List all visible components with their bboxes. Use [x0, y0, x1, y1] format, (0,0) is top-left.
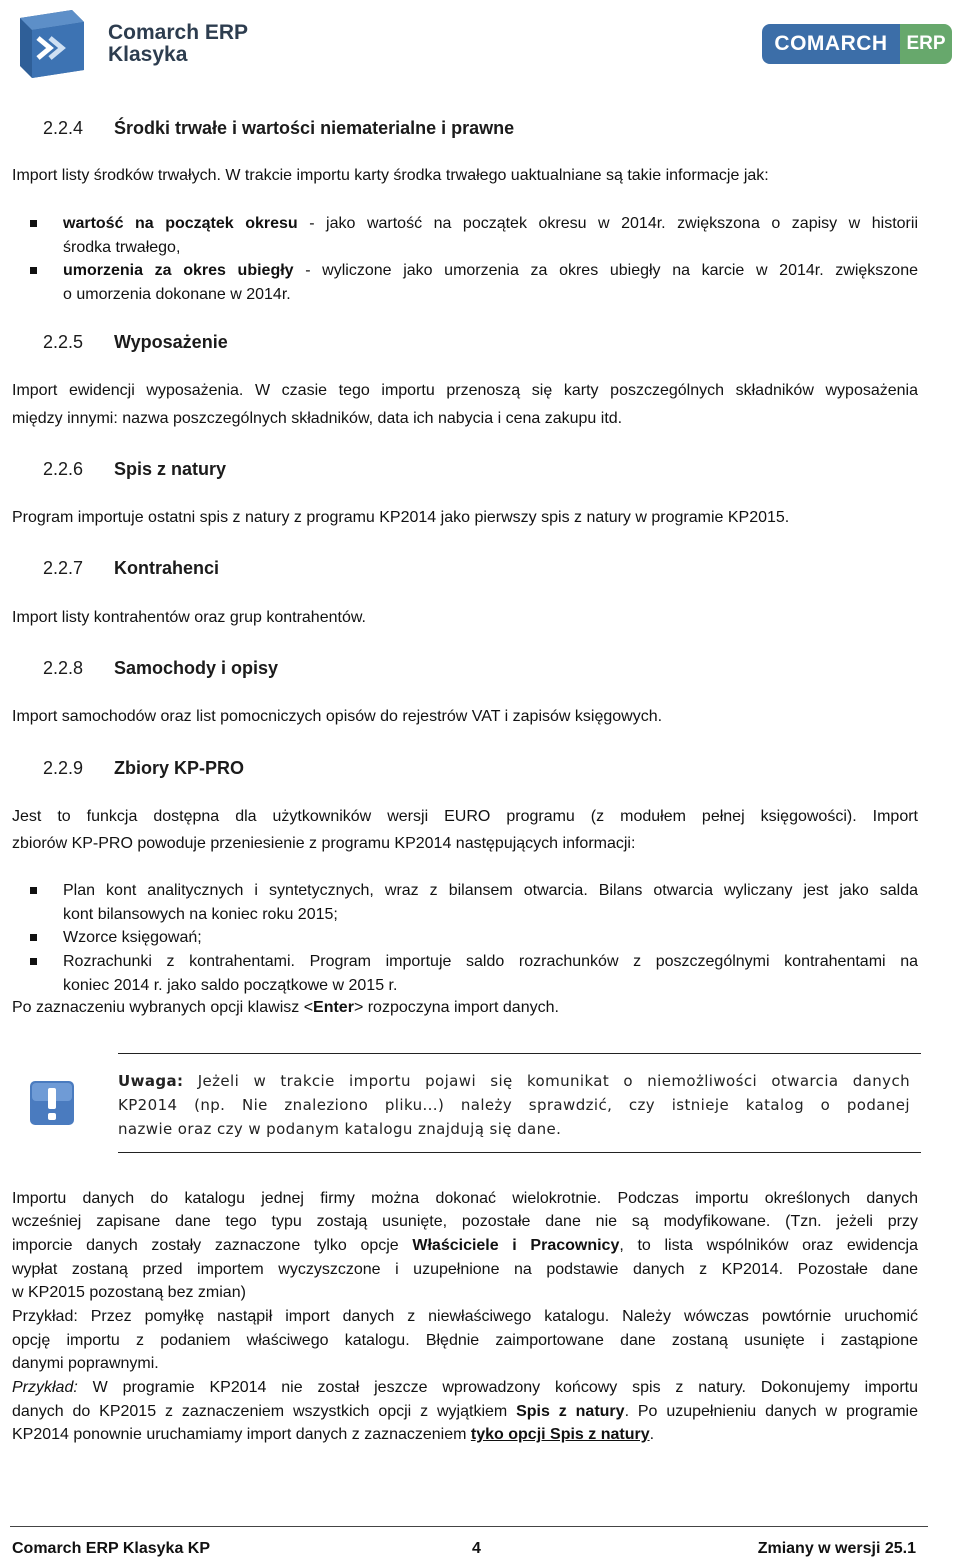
bold-term: wartość na początek okresu	[63, 215, 298, 232]
heading-2-2-8	[43, 658, 443, 682]
list-item-line	[63, 259, 918, 283]
paragraph-line	[12, 1376, 918, 1400]
list-item-line: Rozrachunki z kontrahentami. Program importuje saldo rozrachunków z poszczególnymi kontrahentami na	[63, 953, 918, 970]
bullet-square-icon	[30, 958, 37, 965]
heading-2-2-9	[43, 758, 443, 782]
paragraph-line: Importu danych do katalogu jednej firmy można dokonać wielokrotnie. Podczas importu określonych danych	[12, 1190, 918, 1207]
text-run: .	[649, 1426, 655, 1443]
list-item-line2: kont bilansowych na koniec roku 2015;	[63, 905, 338, 923]
text-run: , to lista wspólników oraz ewidencja	[619, 1237, 919, 1254]
brand-line1: Comarch ERP	[108, 21, 249, 44]
bold-term: Spis z natury	[516, 1403, 625, 1420]
italic-term: Przykład:	[12, 1379, 78, 1396]
bold-term: Właściciele i Pracownicy	[412, 1237, 620, 1254]
heading-title: Samochody i opisy	[114, 658, 279, 678]
erp-logo-badge: ERP	[900, 24, 952, 64]
paragraph-line	[12, 1234, 918, 1258]
list-item-text: - jako wartość na początek okresu w 2014r. zwiększona o zapisy w historii	[297, 215, 918, 232]
text-run: > rozpoczyna import danych.	[353, 999, 559, 1016]
paragraph-line: Przykład: Przez pomyłkę nastąpił import danych z niewłaściwego katalogu. Należy wówczas powtórnie uruchomić	[12, 1308, 918, 1325]
list-item-line: Plan kont analitycznych i syntetycznych, wraz z bilansem otwarcia. Bilans otwarcia wyliczany jest jako salda	[63, 882, 918, 899]
note-line: nazwie oraz czy w podanym katalogu znajdują się dane.	[118, 1120, 562, 1138]
list-item	[63, 259, 918, 306]
paragraph-line: Import listy kontrahentów oraz grup kontrahentów.	[12, 609, 366, 626]
note-label: Uwaga:	[118, 1072, 184, 1090]
paragraph-line: Import ewidencji wyposażenia. W czasie tego importu przenoszą się karty poszczególnych składników wyposażenia	[12, 382, 918, 399]
footer-page-number: 4	[472, 1540, 481, 1557]
heading-title: Spis z natury	[114, 459, 227, 479]
bullet-square-icon	[30, 934, 37, 941]
bullet-square-icon	[30, 887, 37, 894]
bullet-square-icon	[30, 220, 37, 227]
bold-underlined-term: tyko opcji Spis z natury	[470, 1426, 650, 1443]
text-run: KP2014 ponownie uruchamiamy import danych z zaznaczeniem	[12, 1426, 471, 1443]
brand-name	[108, 22, 248, 66]
list-item-line	[63, 212, 918, 236]
heading-number: 2.2.8	[43, 658, 84, 678]
heading-title: Środki trwałe i wartości niematerialne i prawne	[114, 118, 515, 138]
paragraph-line: danymi poprawnymi.	[12, 1355, 159, 1372]
list-item	[63, 879, 918, 926]
list-item	[63, 926, 918, 950]
key-name: Enter	[313, 999, 354, 1016]
footer-rule	[10, 1526, 928, 1527]
note-top-rule	[118, 1053, 921, 1054]
comarch-logo-text: COMARCH	[762, 24, 900, 64]
bullet-square-icon	[30, 267, 37, 274]
text-run: . Po uzupełnieniu danych w programie	[624, 1403, 919, 1420]
paragraph-line: wcześniej zapisane dane tego typu zostają usunięte, pozostałe dane nie są modyfikowane. (Tzn. jeżeli przy	[12, 1213, 918, 1230]
heading-2-2-5	[43, 332, 443, 356]
comarch-erp-logo	[762, 24, 952, 64]
note-bottom-rule	[118, 1152, 921, 1153]
list-item-text: - wyliczone jako umorzenia za okres ubiegły na karcie w 2014r. zwiększone	[293, 262, 919, 279]
warning-exclamation-icon	[29, 1080, 75, 1126]
note-text-run: Jeżeli w trakcie importu pojawi się komunikat o niemożliwości otwarcia danych	[183, 1072, 910, 1090]
list-item-line: Wzorce księgowań;	[63, 929, 202, 946]
klasyka-logo-icon	[14, 8, 86, 80]
paragraph-line: Jest to funkcja dostępna dla użytkowników wersji EURO programu (z modułem pełnej księgowości). Import	[12, 808, 918, 825]
heading-title: Kontrahenci	[114, 558, 220, 578]
paragraph: Import listy środków trwałych. W trakcie importu karty środka trwałego uaktualniane są takie informacje jak:	[12, 167, 769, 184]
heading-2-2-4	[43, 118, 643, 142]
heading-number: 2.2.5	[43, 332, 84, 352]
heading-number: 2.2.4	[43, 118, 84, 138]
paragraph-line: zbiorów KP-PRO powoduje przeniesienie z programu KP2014 następujących informacji:	[12, 835, 636, 852]
paragraph-line	[12, 1423, 918, 1447]
footer-version: Zmiany w wersji 25.1	[757, 1540, 916, 1557]
heading-title: Zbiory KP-PRO	[114, 758, 245, 778]
heading-number: 2.2.6	[43, 459, 84, 479]
paragraph-line: Program importuje ostatni spis z natury z programu KP2014 jako pierwszy spis z natury w programie KP2015.	[12, 509, 790, 526]
comarch-erp-klasyka-logo	[14, 8, 249, 82]
list-item-line2: środka trwałego,	[63, 238, 181, 256]
heading-2-2-6	[43, 459, 443, 483]
heading-number: 2.2.7	[43, 558, 84, 578]
list-item-line2: koniec 2014 r. jako saldo początkowe w 2015 r.	[63, 976, 398, 994]
text-run: W programie KP2014 nie został jeszcze wprowadzony końcowy spis z natury. Dokonujemy importu	[77, 1379, 918, 1396]
note-text	[118, 1069, 910, 1141]
paragraph-line: między innymi: nazwa poszczególnych składników, data ich nabycia i cena zakupu itd.	[12, 410, 623, 427]
heading-title: Wyposażenie	[114, 332, 228, 352]
text-run: danych do KP2015 z zaznaczeniem wszystkich opcji z wyjątkiem	[12, 1403, 517, 1420]
note-line: KP2014 (np. Nie znaleziono pliku...) należy sprawdzić, czy istnieje katalog o podanej	[118, 1096, 910, 1114]
bold-term: umorzenia za okres ubiegły	[63, 262, 294, 279]
heading-number: 2.2.9	[43, 758, 84, 778]
list-item	[63, 950, 918, 997]
brand-line2: Klasyka	[108, 43, 188, 66]
heading-2-2-7	[43, 558, 443, 582]
paragraph-line	[12, 1400, 918, 1424]
text-run: Po zaznaczeniu wybranych opcji klawisz <	[12, 999, 314, 1016]
footer-product: Comarch ERP Klasyka KP	[12, 1540, 211, 1557]
paragraph-line	[12, 996, 918, 1020]
list-item	[63, 212, 918, 259]
list-item-line2: o umorzenia dokonane w 2014r.	[63, 285, 291, 303]
paragraph-line: w KP2015 pozostaną bez zmian)	[12, 1284, 246, 1301]
paragraph-line: Import samochodów oraz list pomocniczych opisów do rejestrów VAT i zapisów księgowych.	[12, 708, 663, 725]
note-line	[118, 1069, 910, 1093]
paragraph-line: wypłat zostaną przed importem wyczyszczone i uzupełnione na podstawie danych z KP2014. Pozostałe dane	[12, 1261, 918, 1278]
text-run: imporcie danych zostały zaznaczone tylko opcje	[12, 1237, 413, 1254]
paragraph-line: opcję importu z podaniem właściwego katalogu. Błędnie zaimportowane dane zostaną usunięte i zastąpione	[12, 1332, 918, 1349]
